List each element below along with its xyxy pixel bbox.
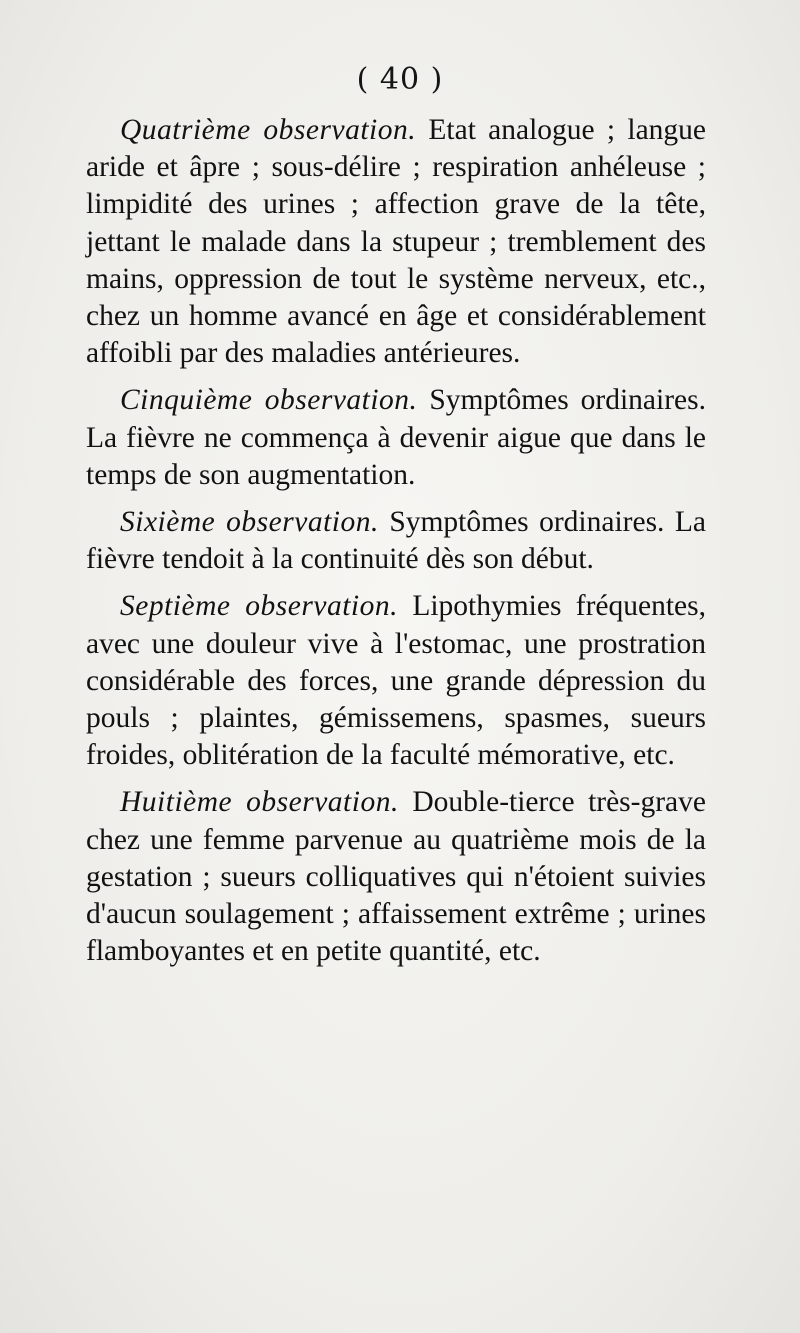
observations-text [86, 112, 706, 980]
observation-heading: Quatrième observation. [120, 114, 417, 146]
paragraph-observation-7 [86, 588, 706, 774]
observation-text: Double-tierce très-grave chez une femme parvenue au quatrième mois de la gestation ; sueurs colliquatives qui n'étoient suivies d'aucun soulagement ; affaissement extrême ; urines flamboyantes et en petite quantité, etc. [86, 786, 706, 968]
observation-heading: Cinquième observation. [120, 384, 418, 417]
paragraph-observation-5 [86, 382, 706, 494]
observation-text: Lipothymies fréquentes, avec une douleur vive à l'estomac, une prostration considérable des forces, une grande dépression du pouls ; plaintes, gémissemens, spasmes, sueurs froides, oblitération de la faculté mémorative, etc. [86, 590, 706, 772]
observation-heading: Sixième observation. [120, 506, 379, 539]
observation-heading: Huitième observation. [120, 786, 399, 819]
observation-heading: Septième observation. [120, 590, 398, 623]
observation-text: Symptômes ordinaires. La fièvre ne commença à devenir aigue que dans le temps de son augmentation. [86, 384, 706, 491]
paragraph-observation-8 [86, 784, 706, 970]
paragraph-observation-4 [86, 112, 706, 372]
page-number: ( 40 ) [356, 62, 444, 97]
observation-text: Etat analogue ; langue aride et âpre ; sous-délire ; respiration anhéleuse ; limpidité des urines ; affection grave de la tête, jettant le malade dans la stupeur ; tremblement des mains, oppression de tout le système nerveux, etc., chez un homme avancé en âge et considérablement affoibli par des maladies antérieures. [86, 114, 707, 370]
observation-text: Symptômes ordinaires. La fièvre tendoit à la continuité dès son début. [86, 506, 707, 576]
paragraph-observation-6 [86, 504, 706, 578]
